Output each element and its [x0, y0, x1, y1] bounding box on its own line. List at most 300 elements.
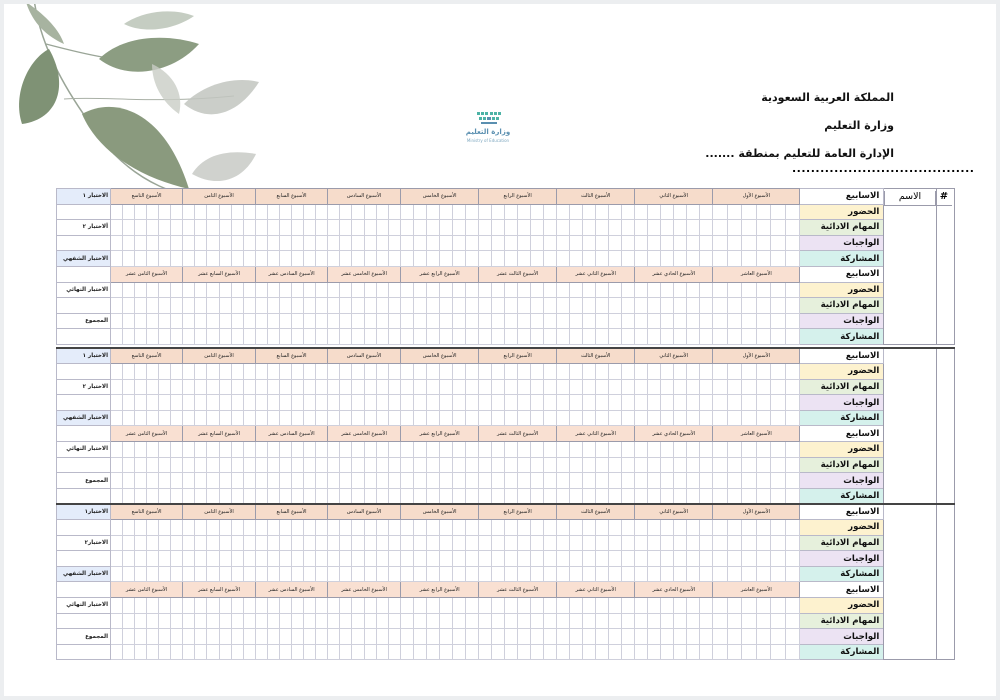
day-cell[interactable]	[414, 364, 427, 380]
day-cell[interactable]	[648, 457, 661, 473]
day-cell[interactable]	[544, 220, 557, 236]
day-cell[interactable]	[727, 473, 742, 489]
day-cell[interactable]	[364, 520, 376, 536]
day-cell[interactable]	[713, 329, 728, 345]
day-cell[interactable]	[544, 520, 557, 536]
day-cell[interactable]	[479, 235, 492, 251]
day-cell[interactable]	[340, 551, 352, 567]
day-cell[interactable]	[376, 204, 388, 220]
day-cell[interactable]	[401, 298, 414, 314]
day-cell[interactable]	[531, 235, 544, 251]
day-cell[interactable]	[376, 535, 388, 551]
day-cell[interactable]	[648, 251, 661, 267]
day-cell[interactable]	[304, 251, 316, 267]
day-cell[interactable]	[328, 535, 340, 551]
day-cell[interactable]	[340, 644, 352, 660]
day-cell[interactable]	[596, 488, 609, 504]
day-cell[interactable]	[352, 410, 364, 426]
day-cell[interactable]	[756, 204, 771, 220]
day-cell[interactable]	[195, 457, 207, 473]
day-cell[interactable]	[364, 298, 376, 314]
day-cell[interactable]	[147, 566, 159, 582]
day-cell[interactable]	[427, 488, 440, 504]
day-cell[interactable]	[479, 644, 492, 660]
day-cell[interactable]	[440, 395, 453, 411]
day-cell[interactable]	[376, 410, 388, 426]
day-cell[interactable]	[292, 379, 304, 395]
day-cell[interactable]	[292, 282, 304, 298]
day-cell[interactable]	[304, 473, 316, 489]
day-cell[interactable]	[280, 379, 292, 395]
day-cell[interactable]	[505, 364, 518, 380]
day-cell[interactable]	[414, 220, 427, 236]
day-cell[interactable]	[505, 535, 518, 551]
day-cell[interactable]	[111, 535, 123, 551]
day-cell[interactable]	[401, 613, 414, 629]
day-cell[interactable]	[401, 220, 414, 236]
day-cell[interactable]	[440, 220, 453, 236]
day-cell[interactable]	[661, 220, 674, 236]
day-cell[interactable]	[785, 298, 800, 314]
day-cell[interactable]	[195, 535, 207, 551]
day-cell[interactable]	[268, 329, 280, 345]
day-cell[interactable]	[147, 629, 159, 645]
day-cell[interactable]	[123, 251, 135, 267]
day-cell[interactable]	[316, 235, 328, 251]
day-cell[interactable]	[756, 473, 771, 489]
day-cell[interactable]	[401, 488, 414, 504]
day-cell[interactable]	[111, 520, 123, 536]
day-cell[interactable]	[352, 629, 364, 645]
day-cell[interactable]	[771, 364, 786, 380]
day-cell[interactable]	[771, 379, 786, 395]
day-cell[interactable]	[505, 410, 518, 426]
day-cell[interactable]	[518, 644, 531, 660]
day-cell[interactable]	[171, 364, 183, 380]
day-cell[interactable]	[135, 235, 147, 251]
day-cell[interactable]	[304, 644, 316, 660]
day-cell[interactable]	[304, 298, 316, 314]
day-cell[interactable]	[531, 379, 544, 395]
day-cell[interactable]	[727, 329, 742, 345]
day-cell[interactable]	[727, 251, 742, 267]
day-cell[interactable]	[243, 551, 255, 567]
day-cell[interactable]	[785, 220, 800, 236]
day-cell[interactable]	[622, 551, 635, 567]
day-cell[interactable]	[674, 364, 687, 380]
day-cell[interactable]	[505, 629, 518, 645]
day-cell[interactable]	[557, 329, 570, 345]
day-cell[interactable]	[328, 410, 340, 426]
day-cell[interactable]	[159, 298, 171, 314]
day-cell[interactable]	[316, 551, 328, 567]
day-cell[interactable]	[340, 235, 352, 251]
day-cell[interactable]	[661, 644, 674, 660]
day-cell[interactable]	[505, 520, 518, 536]
day-cell[interactable]	[544, 566, 557, 582]
day-cell[interactable]	[466, 313, 479, 329]
day-cell[interactable]	[583, 473, 596, 489]
day-cell[interactable]	[609, 629, 622, 645]
day-cell[interactable]	[544, 535, 557, 551]
day-cell[interactable]	[195, 235, 207, 251]
day-cell[interactable]	[340, 395, 352, 411]
day-cell[interactable]	[596, 473, 609, 489]
day-cell[interactable]	[466, 535, 479, 551]
day-cell[interactable]	[340, 457, 352, 473]
day-cell[interactable]	[505, 379, 518, 395]
day-cell[interactable]	[376, 644, 388, 660]
day-cell[interactable]	[219, 598, 231, 614]
day-cell[interactable]	[713, 410, 728, 426]
day-cell[interactable]	[505, 329, 518, 345]
day-cell[interactable]	[219, 457, 231, 473]
day-cell[interactable]	[123, 313, 135, 329]
day-cell[interactable]	[256, 410, 268, 426]
day-cell[interactable]	[183, 457, 195, 473]
day-cell[interactable]	[505, 551, 518, 567]
day-cell[interactable]	[635, 644, 648, 660]
day-cell[interactable]	[557, 410, 570, 426]
day-cell[interactable]	[771, 613, 786, 629]
day-cell[interactable]	[518, 457, 531, 473]
day-cell[interactable]	[622, 566, 635, 582]
day-cell[interactable]	[364, 442, 376, 458]
day-cell[interactable]	[674, 298, 687, 314]
day-cell[interactable]	[771, 235, 786, 251]
day-cell[interactable]	[492, 551, 505, 567]
day-cell[interactable]	[414, 644, 427, 660]
day-cell[interactable]	[316, 442, 328, 458]
day-cell[interactable]	[596, 379, 609, 395]
day-cell[interactable]	[123, 473, 135, 489]
day-cell[interactable]	[111, 395, 123, 411]
day-cell[interactable]	[268, 457, 280, 473]
day-cell[interactable]	[231, 313, 243, 329]
day-cell[interactable]	[376, 251, 388, 267]
day-cell[interactable]	[268, 282, 280, 298]
day-cell[interactable]	[531, 551, 544, 567]
day-cell[interactable]	[596, 282, 609, 298]
day-cell[interactable]	[328, 629, 340, 645]
day-cell[interactable]	[159, 442, 171, 458]
day-cell[interactable]	[713, 204, 728, 220]
day-cell[interactable]	[583, 629, 596, 645]
day-cell[interactable]	[159, 613, 171, 629]
day-cell[interactable]	[304, 235, 316, 251]
day-cell[interactable]	[401, 644, 414, 660]
day-cell[interactable]	[147, 473, 159, 489]
day-cell[interactable]	[207, 566, 219, 582]
day-cell[interactable]	[316, 379, 328, 395]
day-cell[interactable]	[243, 235, 255, 251]
day-cell[interactable]	[648, 598, 661, 614]
day-cell[interactable]	[756, 613, 771, 629]
day-cell[interactable]	[328, 379, 340, 395]
day-cell[interactable]	[414, 313, 427, 329]
day-cell[interactable]	[352, 204, 364, 220]
day-cell[interactable]	[756, 535, 771, 551]
day-cell[interactable]	[518, 379, 531, 395]
day-cell[interactable]	[453, 204, 466, 220]
day-cell[interactable]	[304, 598, 316, 614]
day-cell[interactable]	[661, 282, 674, 298]
day-cell[interactable]	[771, 644, 786, 660]
day-cell[interactable]	[292, 629, 304, 645]
day-cell[interactable]	[531, 282, 544, 298]
day-cell[interactable]	[557, 535, 570, 551]
day-cell[interactable]	[661, 613, 674, 629]
day-cell[interactable]	[147, 410, 159, 426]
day-cell[interactable]	[219, 644, 231, 660]
day-cell[interactable]	[231, 613, 243, 629]
day-cell[interactable]	[648, 235, 661, 251]
day-cell[interactable]	[742, 551, 757, 567]
day-cell[interactable]	[661, 551, 674, 567]
day-cell[interactable]	[135, 473, 147, 489]
day-cell[interactable]	[159, 395, 171, 411]
day-cell[interactable]	[328, 329, 340, 345]
day-cell[interactable]	[401, 442, 414, 458]
day-cell[interactable]	[492, 535, 505, 551]
day-cell[interactable]	[479, 313, 492, 329]
day-cell[interactable]	[635, 598, 648, 614]
day-cell[interactable]	[531, 410, 544, 426]
day-cell[interactable]	[183, 613, 195, 629]
day-cell[interactable]	[414, 457, 427, 473]
day-cell[interactable]	[742, 442, 757, 458]
day-cell[interactable]	[648, 379, 661, 395]
day-cell[interactable]	[183, 520, 195, 536]
day-cell[interactable]	[583, 220, 596, 236]
day-cell[interactable]	[742, 598, 757, 614]
day-cell[interactable]	[674, 566, 687, 582]
day-cell[interactable]	[171, 220, 183, 236]
day-cell[interactable]	[316, 329, 328, 345]
day-cell[interactable]	[195, 220, 207, 236]
day-cell[interactable]	[756, 629, 771, 645]
day-cell[interactable]	[492, 364, 505, 380]
day-cell[interactable]	[183, 235, 195, 251]
day-cell[interactable]	[479, 364, 492, 380]
day-cell[interactable]	[544, 298, 557, 314]
day-cell[interactable]	[183, 644, 195, 660]
day-cell[interactable]	[713, 442, 728, 458]
day-cell[interactable]	[427, 473, 440, 489]
day-cell[interactable]	[219, 551, 231, 567]
day-cell[interactable]	[440, 457, 453, 473]
day-cell[interactable]	[492, 204, 505, 220]
day-cell[interactable]	[195, 364, 207, 380]
day-cell[interactable]	[466, 566, 479, 582]
day-cell[interactable]	[195, 551, 207, 567]
day-cell[interactable]	[268, 410, 280, 426]
day-cell[interactable]	[195, 488, 207, 504]
day-cell[interactable]	[492, 298, 505, 314]
day-cell[interactable]	[466, 551, 479, 567]
day-cell[interactable]	[195, 520, 207, 536]
day-cell[interactable]	[219, 282, 231, 298]
day-cell[interactable]	[700, 473, 713, 489]
day-cell[interactable]	[531, 644, 544, 660]
day-cell[interactable]	[135, 251, 147, 267]
day-cell[interactable]	[453, 442, 466, 458]
day-cell[interactable]	[557, 551, 570, 567]
day-cell[interactable]	[742, 629, 757, 645]
day-cell[interactable]	[713, 473, 728, 489]
day-cell[interactable]	[183, 442, 195, 458]
day-cell[interactable]	[687, 220, 700, 236]
day-cell[interactable]	[352, 364, 364, 380]
day-cell[interactable]	[453, 395, 466, 411]
day-cell[interactable]	[609, 235, 622, 251]
day-cell[interactable]	[440, 613, 453, 629]
day-cell[interactable]	[231, 644, 243, 660]
day-cell[interactable]	[635, 629, 648, 645]
day-cell[interactable]	[401, 329, 414, 345]
day-cell[interactable]	[479, 613, 492, 629]
day-cell[interactable]	[453, 379, 466, 395]
day-cell[interactable]	[243, 613, 255, 629]
day-cell[interactable]	[219, 395, 231, 411]
day-cell[interactable]	[364, 473, 376, 489]
day-cell[interactable]	[700, 566, 713, 582]
day-cell[interactable]	[147, 442, 159, 458]
day-cell[interactable]	[171, 520, 183, 536]
day-cell[interactable]	[427, 442, 440, 458]
day-cell[interactable]	[111, 251, 123, 267]
day-cell[interactable]	[427, 566, 440, 582]
day-cell[interactable]	[147, 364, 159, 380]
day-cell[interactable]	[340, 488, 352, 504]
day-cell[interactable]	[243, 379, 255, 395]
day-cell[interactable]	[183, 364, 195, 380]
day-cell[interactable]	[687, 329, 700, 345]
day-cell[interactable]	[756, 313, 771, 329]
day-cell[interactable]	[635, 488, 648, 504]
day-cell[interactable]	[583, 282, 596, 298]
day-cell[interactable]	[135, 298, 147, 314]
day-cell[interactable]	[135, 364, 147, 380]
day-cell[interactable]	[376, 488, 388, 504]
day-cell[interactable]	[570, 598, 583, 614]
day-cell[interactable]	[364, 329, 376, 345]
day-cell[interactable]	[364, 379, 376, 395]
day-cell[interactable]	[256, 329, 268, 345]
day-cell[interactable]	[207, 395, 219, 411]
day-cell[interactable]	[171, 535, 183, 551]
day-cell[interactable]	[453, 220, 466, 236]
day-cell[interactable]	[742, 282, 757, 298]
day-cell[interactable]	[648, 520, 661, 536]
day-cell[interactable]	[742, 535, 757, 551]
day-cell[interactable]	[123, 457, 135, 473]
day-cell[interactable]	[147, 251, 159, 267]
day-cell[interactable]	[328, 644, 340, 660]
day-cell[interactable]	[401, 473, 414, 489]
day-cell[interactable]	[171, 313, 183, 329]
day-cell[interactable]	[544, 613, 557, 629]
day-cell[interactable]	[340, 298, 352, 314]
day-cell[interactable]	[453, 644, 466, 660]
day-cell[interactable]	[401, 235, 414, 251]
day-cell[interactable]	[609, 488, 622, 504]
day-cell[interactable]	[742, 235, 757, 251]
day-cell[interactable]	[171, 644, 183, 660]
day-cell[interactable]	[147, 395, 159, 411]
day-cell[interactable]	[583, 251, 596, 267]
day-cell[interactable]	[785, 235, 800, 251]
day-cell[interactable]	[518, 551, 531, 567]
day-cell[interactable]	[388, 364, 400, 380]
day-cell[interactable]	[557, 644, 570, 660]
day-cell[interactable]	[466, 520, 479, 536]
day-cell[interactable]	[648, 395, 661, 411]
day-cell[interactable]	[544, 364, 557, 380]
day-cell[interactable]	[492, 442, 505, 458]
day-cell[interactable]	[771, 298, 786, 314]
day-cell[interactable]	[713, 457, 728, 473]
day-cell[interactable]	[427, 298, 440, 314]
day-cell[interactable]	[123, 613, 135, 629]
day-cell[interactable]	[388, 251, 400, 267]
day-cell[interactable]	[111, 220, 123, 236]
day-cell[interactable]	[661, 313, 674, 329]
day-cell[interactable]	[316, 520, 328, 536]
day-cell[interactable]	[609, 613, 622, 629]
day-cell[interactable]	[427, 551, 440, 567]
day-cell[interactable]	[388, 442, 400, 458]
day-cell[interactable]	[518, 613, 531, 629]
day-cell[interactable]	[518, 204, 531, 220]
day-cell[interactable]	[771, 204, 786, 220]
day-cell[interactable]	[159, 410, 171, 426]
day-cell[interactable]	[388, 520, 400, 536]
day-cell[interactable]	[376, 457, 388, 473]
day-cell[interactable]	[292, 410, 304, 426]
day-cell[interactable]	[183, 488, 195, 504]
day-cell[interactable]	[123, 298, 135, 314]
day-cell[interactable]	[268, 251, 280, 267]
day-cell[interactable]	[466, 644, 479, 660]
day-cell[interactable]	[364, 251, 376, 267]
day-cell[interactable]	[147, 298, 159, 314]
day-cell[interactable]	[111, 204, 123, 220]
day-cell[interactable]	[304, 457, 316, 473]
day-cell[interactable]	[376, 551, 388, 567]
day-cell[interactable]	[771, 395, 786, 411]
day-cell[interactable]	[518, 298, 531, 314]
day-cell[interactable]	[622, 520, 635, 536]
day-cell[interactable]	[316, 410, 328, 426]
day-cell[interactable]	[427, 329, 440, 345]
day-cell[interactable]	[207, 613, 219, 629]
day-cell[interactable]	[123, 410, 135, 426]
day-cell[interactable]	[352, 251, 364, 267]
day-cell[interactable]	[609, 535, 622, 551]
day-cell[interactable]	[771, 442, 786, 458]
day-cell[interactable]	[531, 535, 544, 551]
day-cell[interactable]	[727, 410, 742, 426]
day-cell[interactable]	[388, 282, 400, 298]
day-cell[interactable]	[195, 644, 207, 660]
day-cell[interactable]	[583, 520, 596, 536]
day-cell[interactable]	[219, 410, 231, 426]
day-cell[interactable]	[256, 551, 268, 567]
day-cell[interactable]	[440, 364, 453, 380]
day-cell[interactable]	[466, 329, 479, 345]
day-cell[interactable]	[414, 251, 427, 267]
